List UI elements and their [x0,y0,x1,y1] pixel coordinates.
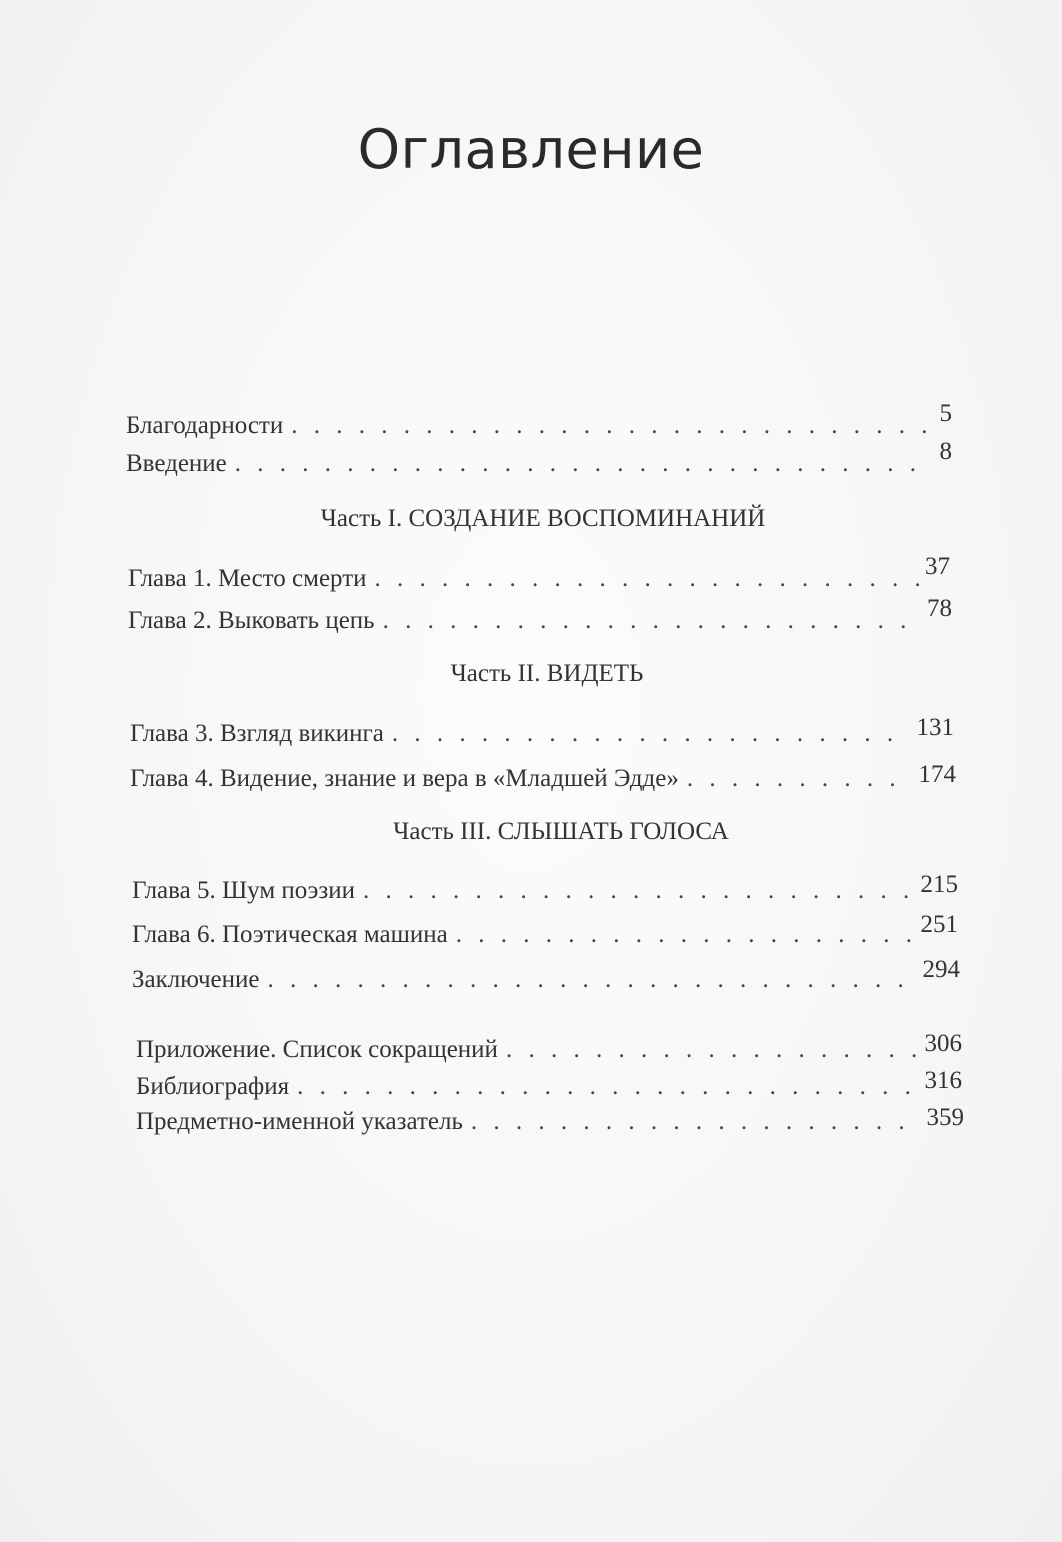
part-heading-2: Часть II. ВИДЕТЬ [450,660,644,687]
toc-entry-label: Заключение [132,966,260,993]
toc-entry-index [136,1104,964,1136]
toc-entry-chapter-6 [132,911,958,949]
toc-leader-dots [471,1108,921,1136]
toc-entry-chapter-1 [128,553,950,593]
toc-leader-dots [392,720,911,748]
toc-entry-label: Глава 3. Взгляд викинга [130,720,384,747]
toc-entry-page: 37 [925,553,950,580]
toc-entry-label: Благодарности [126,412,284,439]
toc-entry-page: 131 [916,714,954,741]
toc-entry-page: 359 [926,1104,964,1131]
toc-leader-dots [383,607,921,635]
toc-entry-label: Введение [126,450,227,477]
toc-entry-page: 294 [922,956,960,983]
toc-entry-conclusion [132,956,960,994]
toc-entry-page: 316 [924,1067,962,1094]
toc-entry-page: 306 [924,1030,962,1057]
toc-entry-chapter-2 [128,595,952,635]
toc-entry-label: Библиография [136,1073,290,1100]
toc-entry-bibliography [136,1067,962,1101]
toc-entry-label: Предметно-именной указатель [136,1108,463,1135]
toc-entry-label: Глава 2. Выковать цепь [128,607,375,634]
toc-entry-chapter-5 [132,871,958,905]
toc-entry-appendix [136,1030,962,1064]
toc-leader-dots [456,921,915,949]
toc-entry-page: 215 [920,871,958,898]
toc-entry-label: Приложение. Список сокращений [136,1036,498,1063]
part-heading-1: Часть I. СОЗДАНИЕ ВОСПОМИНАНИЙ [320,505,766,532]
page-title: Оглавление [357,118,705,181]
toc-entry-page: 5 [939,400,952,427]
toc-entry-page: 8 [939,438,952,465]
toc-entry-chapter-4 [130,761,956,793]
toc-entry-page: 251 [920,911,958,938]
toc-entry-page: 78 [927,595,952,622]
toc-entry-label: Глава 6. Поэтическая машина [132,921,448,948]
toc-leader-dots [291,412,933,440]
toc-entry-chapter-3 [130,714,954,748]
toc-leader-dots [687,765,913,793]
toc-entry-acknowledgements [126,400,952,440]
toc-entry-label: Глава 5. Шум поэзии [132,877,355,904]
part-heading-3: Часть III. СЛЫШАТЬ ГОЛОСА [393,818,729,845]
toc-leader-dots [235,450,934,478]
toc-entry-introduction [126,438,952,478]
toc-entry-label: Глава 4. Видение, знание и вера в «Младшей Эдде» [130,765,679,792]
toc-leader-dots [506,1036,919,1064]
toc-leader-dots [363,877,915,905]
toc-entry-page: 174 [918,761,956,788]
toc-leader-dots [268,966,917,994]
toc-leader-dots [375,565,919,593]
toc-leader-dots [297,1073,918,1101]
toc-entry-label: Глава 1. Место смерти [128,565,367,592]
